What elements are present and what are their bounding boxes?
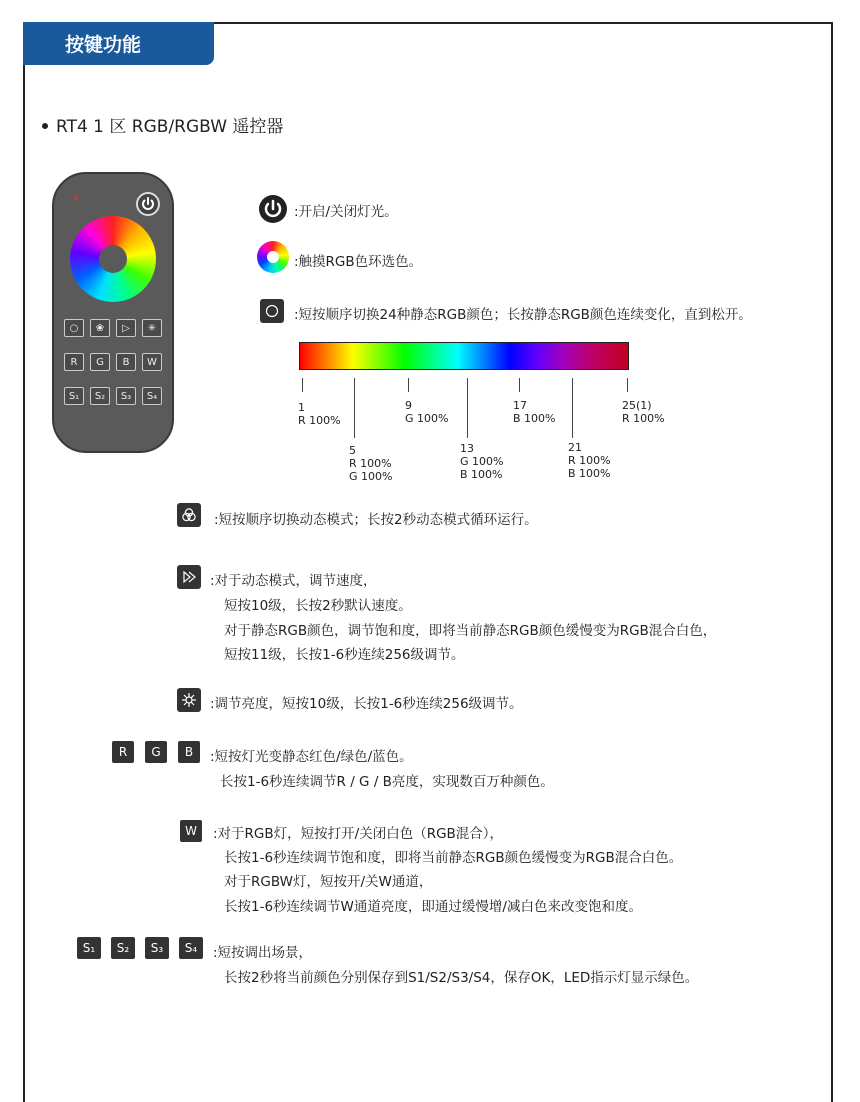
circle-description: :短按顺序切换24种静态RGB颜色；长按静态RGB颜色连续变化，直到松开。 — [294, 307, 752, 323]
spectrum-label-25: 25(1) R 100% — [622, 399, 665, 425]
tick-13 — [467, 378, 468, 438]
spectrum-label-5: 5 R 100% G 100% — [349, 444, 393, 483]
w-line-1: :对于RGB灯，短按打开/关闭白色（RGB混合）， — [213, 826, 504, 842]
spectrum-label-17: 17 B 100% — [513, 399, 556, 425]
ring-description: :触摸RGB色环选色。 — [294, 254, 423, 270]
section-header — [23, 22, 214, 65]
b-key-icon: B — [178, 741, 200, 763]
speed-line-3: 对于静态RGB颜色，调节饱和度，即将当前静态RGB颜色缓慢变为RGB混合白色， — [224, 623, 717, 639]
remote-key-b: B — [116, 353, 136, 371]
w-key-icon: W — [180, 820, 202, 842]
spectrum-label-9: 9 G 100% — [405, 399, 449, 425]
spectrum-label-21: 21 R 100% B 100% — [568, 441, 611, 480]
g-key-icon: G — [145, 741, 167, 763]
dynamic-description: :短按顺序切换动态模式；长按2秒动态模式循环运行。 — [214, 512, 538, 528]
speed-line-2: 短按10级，长按2秒默认速度。 — [224, 598, 412, 614]
w-line-2: 长按1-6秒连续调节饱和度，即将当前静态RGB颜色缓慢变为RGB混合白色。 — [224, 850, 683, 866]
remote-key-s2: S₂ — [90, 387, 110, 405]
spectrum-label-13: 13 G 100% B 100% — [460, 442, 504, 481]
rgb-line-2: 长按1-6秒连续调节R / G / B亮度，实现数百万种颜色。 — [220, 774, 554, 790]
power-icon — [258, 194, 288, 224]
remote-key-circle: ○ — [64, 319, 84, 337]
remote-key-s4: S₄ — [142, 387, 162, 405]
w-line-3: 对于RGBW灯，短按开/关W通道， — [224, 874, 433, 890]
speed-line-1: :对于动态模式，调节速度， — [210, 573, 377, 589]
speed-key-icon — [177, 565, 201, 589]
circle-key-icon — [260, 299, 284, 323]
bullet-dot — [42, 123, 48, 129]
tick-1 — [302, 378, 303, 392]
tick-5 — [354, 378, 355, 438]
remote-key-speed: ▷ — [116, 319, 136, 337]
tick-17 — [519, 378, 520, 392]
remote-key-g: G — [90, 353, 110, 371]
remote-key-brightness: ✳ — [142, 319, 162, 337]
spectrum-label-1: 1 R 100% — [298, 401, 341, 427]
w-line-4: 长按1-6秒连续调节W通道亮度，即通过缓慢增/减白色来改变饱和度。 — [224, 899, 642, 915]
tick-21 — [572, 378, 573, 438]
tick-9 — [408, 378, 409, 392]
brightness-description: :调节亮度，短按10级，长按1-6秒连续256级调节。 — [210, 696, 523, 712]
remote-power-button — [136, 192, 160, 216]
s1-key-icon: S₁ — [77, 937, 101, 959]
r-key-icon: R — [112, 741, 134, 763]
s3-key-icon: S₃ — [145, 937, 169, 959]
color-wheel-icon — [257, 241, 289, 273]
product-subtitle — [42, 112, 283, 137]
led-indicator — [74, 196, 78, 200]
speed-line-4: 短按11级，长按1-6秒连续256级调节。 — [224, 647, 465, 663]
remote-key-r: R — [64, 353, 84, 371]
remote-key-w: W — [142, 353, 162, 371]
dynamic-mode-key-icon — [177, 503, 201, 527]
remote-key-s1: S₁ — [64, 387, 84, 405]
remote-control-image — [52, 172, 174, 453]
section-title: 按键功能 — [65, 34, 142, 56]
scene-line-2: 长按2秒将当前颜色分别保存到S1/S2/S3/S4，保存OK，LED指示灯显示绿色。 — [224, 970, 699, 986]
scene-line-1: :短按调出场景， — [213, 945, 313, 961]
power-icon — [138, 194, 158, 214]
s2-key-icon: S₂ — [111, 937, 135, 959]
color-spectrum-bar — [299, 342, 629, 370]
s4-key-icon: S₄ — [179, 937, 203, 959]
subtitle-text: RT4 1 区 RGB/RGBW 遥控器 — [56, 117, 284, 137]
remote-key-s3: S₃ — [116, 387, 136, 405]
rgb-line-1: :短按灯光变静态红色/绿色/蓝色。 — [210, 749, 413, 765]
remote-key-dynamic: ❀ — [90, 319, 110, 337]
ring-center — [99, 245, 127, 273]
tick-25 — [627, 378, 628, 392]
brightness-key-icon — [177, 688, 201, 712]
power-description: :开启/关闭灯光。 — [294, 204, 398, 220]
